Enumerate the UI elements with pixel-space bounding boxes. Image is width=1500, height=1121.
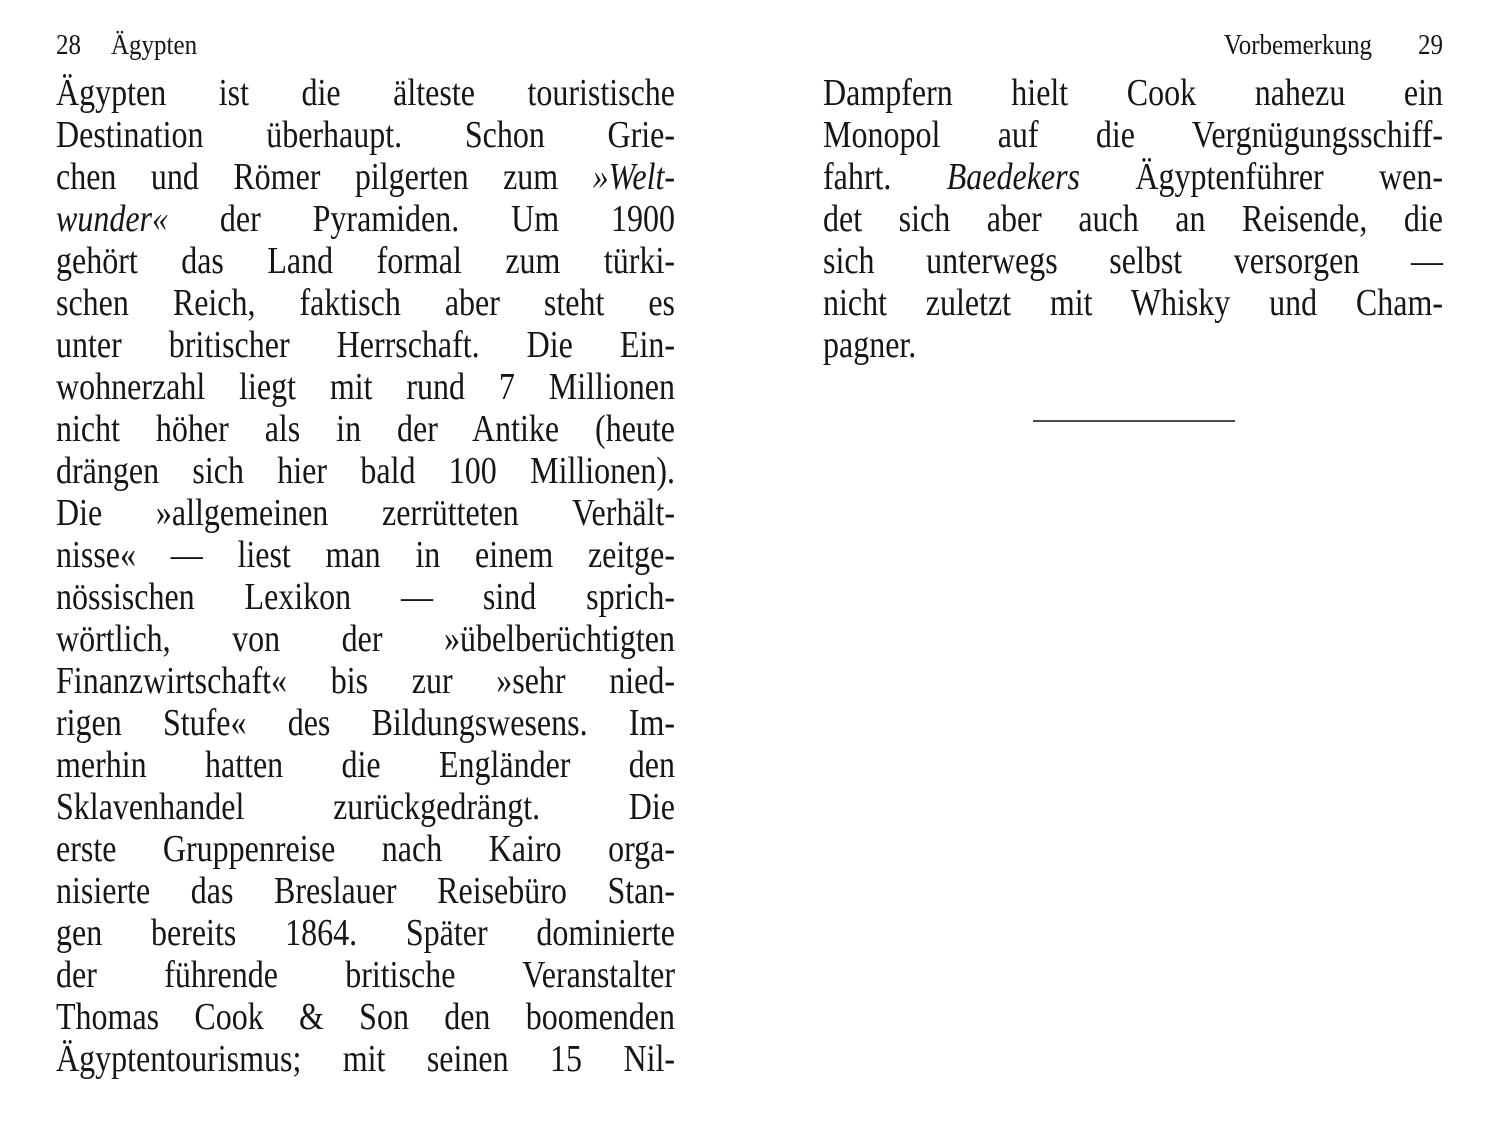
text-segment: pagner. bbox=[823, 322, 917, 366]
text-segment: nicht zuletzt mit Whisky und Cham- bbox=[823, 280, 1443, 324]
text-segment: nicht höher als in der Antike (heute bbox=[56, 406, 675, 450]
text-segment: sich unterwegs selbst versorgen — bbox=[823, 238, 1443, 282]
section-divider-rule bbox=[1033, 420, 1235, 422]
italic-text-segment: wunder« bbox=[56, 196, 168, 240]
text-segment: Destination überhaupt. Schon Grie- bbox=[56, 112, 675, 156]
text-segment: rigen Stufe« des Bildungswesens. Im- bbox=[56, 700, 675, 744]
text-segment: gen bereits 1864. Später dominierte bbox=[56, 910, 675, 954]
text-segment: nisierte das Breslauer Reisebüro Stan- bbox=[56, 868, 675, 912]
text-segment: Thomas Cook & Son den boomenden bbox=[56, 994, 675, 1038]
italic-text-segment: Baedekers bbox=[946, 154, 1080, 198]
text-segment: wohnerzahl liegt mit rund 7 Millionen bbox=[56, 364, 675, 408]
text-segment: gehört das Land formal zum türki- bbox=[56, 238, 675, 282]
text-segment: Die »allgemeinen zerrütteten Verhält- bbox=[56, 490, 675, 534]
text-segment: erste Gruppenreise nach Kairo orga- bbox=[56, 826, 675, 870]
text-segment: Dampfern hielt Cook nahezu ein bbox=[823, 70, 1443, 114]
text-segment: wörtlich, von der »übelberüchtigten bbox=[56, 616, 675, 660]
text-segment: unter britischer Herrschaft. Die Ein- bbox=[56, 322, 675, 366]
text-segment: Ägyptenführer wen- bbox=[1080, 154, 1443, 198]
text-segment: Finanzwirtschaft« bis zur »sehr nied- bbox=[56, 658, 675, 702]
left-page-text-column bbox=[56, 71, 675, 1079]
text-segment: Ägypten ist die älteste touristische bbox=[56, 70, 675, 114]
text-line bbox=[56, 1033, 675, 1083]
text-segment: fahrt. bbox=[823, 154, 947, 198]
left-page-number: 28 bbox=[56, 30, 81, 61]
text-segment: nisse« — liest man in einem zeitge- bbox=[56, 532, 675, 576]
text-segment: nössischen Lexikon — sind sprich- bbox=[56, 574, 675, 618]
right-running-title: Vorbemerkung bbox=[1223, 30, 1372, 61]
right-page-header bbox=[1224, 31, 1443, 60]
italic-text-segment: »Welt- bbox=[592, 154, 675, 198]
text-line bbox=[823, 319, 1443, 369]
text-segment: det sich aber auch an Reisende, die bbox=[823, 196, 1443, 240]
text-segment: Ägyptentourismus; mit seinen 15 Nil- bbox=[56, 1036, 675, 1080]
left-running-title: Ägypten bbox=[111, 30, 198, 61]
right-page-number: 29 bbox=[1418, 30, 1443, 61]
text-segment: Monopol auf die Vergnügungsschiff- bbox=[823, 112, 1443, 156]
text-segment: der Pyramiden. Um 1900 bbox=[168, 196, 675, 240]
text-segment: merhin hatten die Engländer den bbox=[56, 742, 675, 786]
left-page-header bbox=[56, 31, 197, 60]
text-segment: der führende britische Veranstalter bbox=[56, 952, 675, 996]
text-segment: chen und Römer pilgerten zum bbox=[56, 154, 593, 198]
text-segment: Sklavenhandel zurückgedrängt. Die bbox=[56, 784, 675, 828]
text-segment: schen Reich, faktisch aber steht es bbox=[56, 280, 675, 324]
text-segment: drängen sich hier bald 100 Millionen). bbox=[56, 448, 675, 492]
right-page-text-column bbox=[823, 71, 1443, 365]
